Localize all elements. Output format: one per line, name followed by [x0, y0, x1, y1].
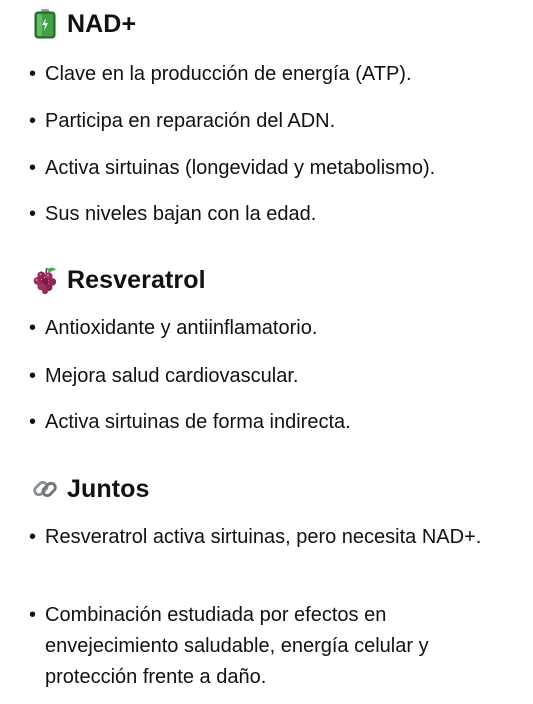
list-item — [29, 199, 519, 230]
list-item-text: Activa sirtuinas (longevidad y metabolismo). — [45, 157, 436, 179]
bullet: • — [29, 157, 37, 179]
list-item-text: Sus niveles bajan con la edad. — [45, 203, 317, 225]
list-item-text: Antioxidante y antiinflamatorio. — [45, 317, 318, 339]
section-title-resveratrol — [32, 264, 206, 296]
section-title-text: NAD+ — [67, 9, 137, 38]
battery-icon — [32, 9, 58, 39]
list-item-text: Clave en la producción de energía (ATP). — [45, 63, 412, 85]
list-item-text: Participa en reparación del ADN. — [45, 110, 336, 132]
list-item — [29, 106, 519, 137]
list-item — [29, 153, 519, 184]
list-item-text: Activa sirtuinas de forma indirecta. — [45, 411, 351, 433]
section-title-nad — [32, 8, 136, 40]
list-item — [29, 407, 519, 438]
bullet: • — [29, 317, 37, 339]
bullet: • — [29, 411, 37, 433]
bullet: • — [29, 203, 37, 225]
list-item — [29, 600, 519, 693]
bullet: • — [29, 526, 37, 548]
section-title-juntos — [32, 473, 150, 505]
list-item — [29, 522, 519, 553]
list-item-text: Mejora salud cardiovascular. — [45, 365, 299, 387]
bullet: • — [29, 604, 37, 626]
section-title-text: Resveratrol — [67, 265, 206, 294]
bullet: • — [29, 63, 37, 85]
list-item — [29, 59, 519, 90]
list-item-text: Resveratrol activa sirtuinas, pero necesita NAD+. — [45, 526, 482, 548]
section-title-text: Juntos — [67, 474, 150, 503]
list-item — [29, 361, 519, 392]
bullet: • — [29, 365, 37, 387]
list-item-text: Combinación estudiada por efectos en envejecimiento saludable, energía celular y protección frente a daño. — [45, 604, 429, 688]
list-item — [29, 313, 519, 344]
bullet: • — [29, 110, 37, 132]
grapes-icon — [32, 265, 58, 295]
link-icon — [32, 474, 58, 504]
